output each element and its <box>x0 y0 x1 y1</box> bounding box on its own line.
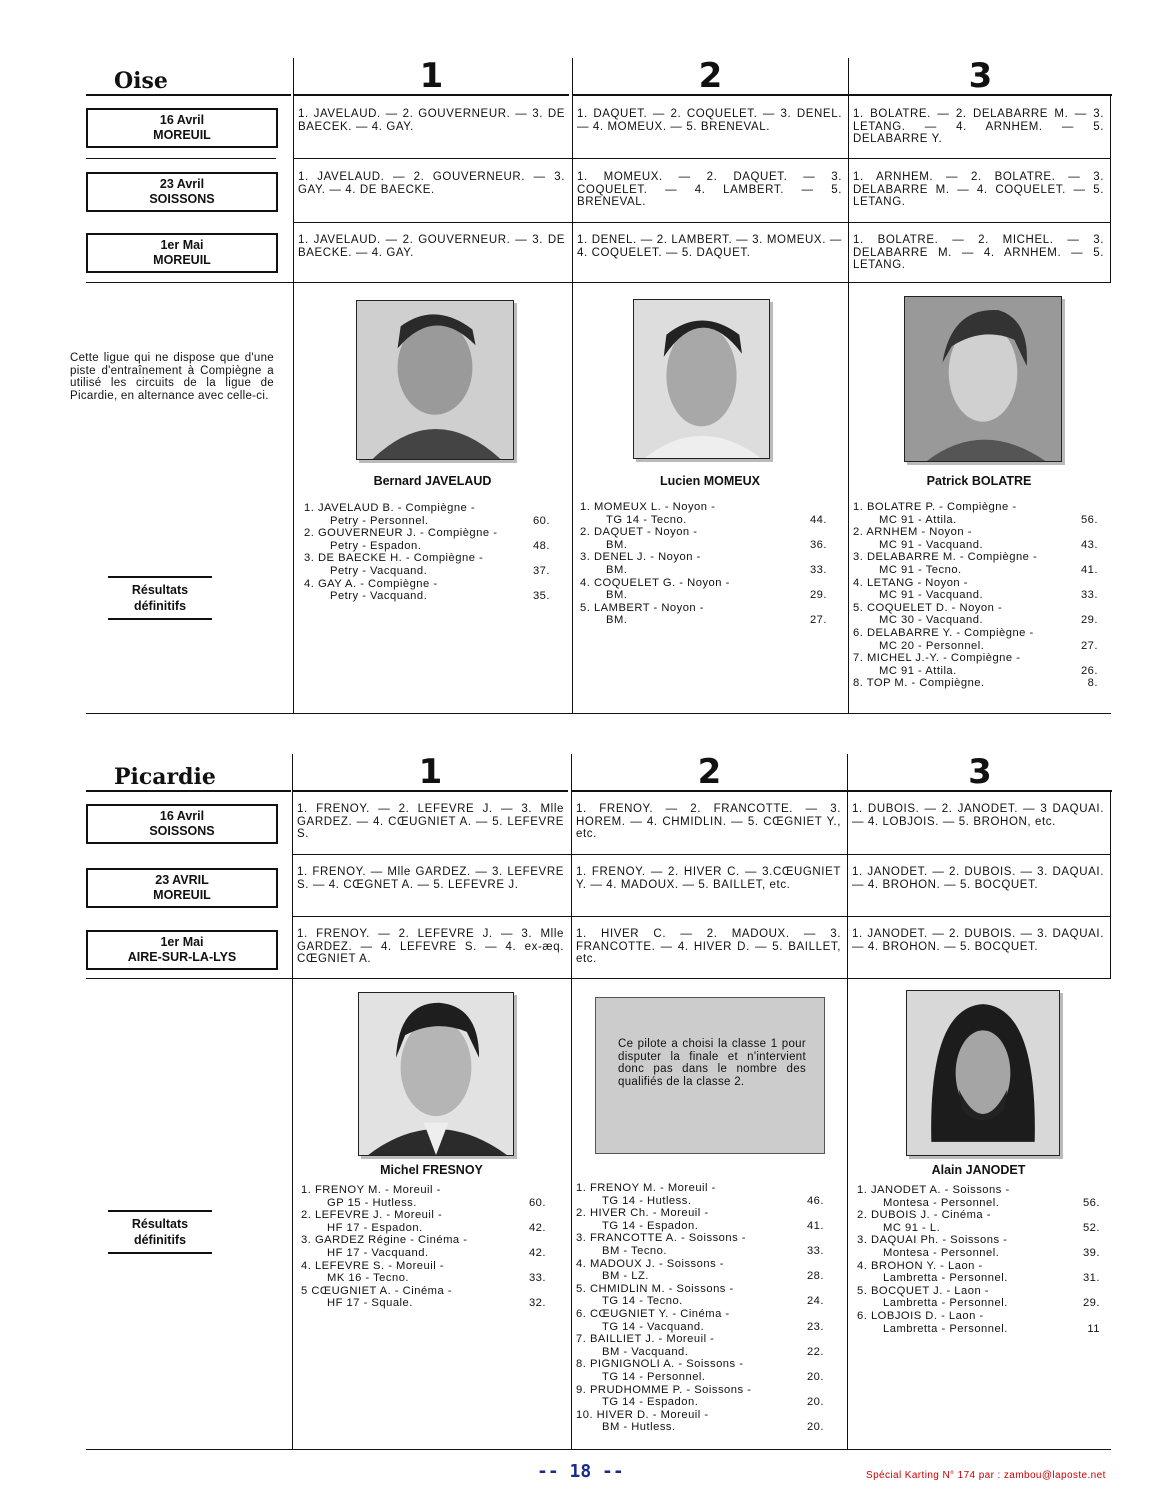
row-divider <box>292 854 1111 855</box>
column-divider <box>1110 96 1111 282</box>
result-entry: 6. DELABARRE Y. - Compiègne - MC 20 - Personnel. 27. <box>853 626 1098 652</box>
result-entry: 4. BROHON Y. - Laon - Lambretta - Personnel. 31. <box>857 1259 1100 1285</box>
result-entry: 3. DE BAECKE H. - Compiègne - Petry - Vacquand. 37. <box>304 552 550 577</box>
race-result-cell: 1. FRENOY. — 2. LEFEVRE J. — 3. Mlle GARDEZ. — 4. CŒUGNIET A. — 5. LEFEVRE S. <box>297 803 564 840</box>
column-divider <box>1110 792 1111 978</box>
result-entry: 1. JAVELAUD B. - Compiègne - Petry - Personnel. 60. <box>304 502 550 527</box>
result-entry: 1. BOLATRE P. - Compiègne - MC 91 - Attila. 56. <box>853 501 1098 526</box>
result-entry: 5. COQUELET D. - Noyon - MC 30 - Vacquand. 29. <box>853 601 1098 627</box>
result-entry: 2. LEFEVRE J. - Moreuil - HF 17 - Espadon. 42. <box>301 1209 546 1234</box>
results-list <box>576 1182 824 1434</box>
race-result-cell: 1. DUBOIS. — 2. JANODET. — 3 DAQUAI. — 4. LOBJOIS. — 5. BROHON, etc. <box>852 803 1104 828</box>
result-entry: 4. GAY A. - Compiègne - Petry - Vacquand. 35. <box>304 577 550 603</box>
result-entry: 1. FRENOY M. - Moreuil - TG 14 - Hutless. 46. <box>576 1182 824 1207</box>
result-entry: 2. DUBOIS J. - Cinéma - MC 91 - L. 52. <box>857 1209 1100 1234</box>
row-divider <box>86 978 1111 979</box>
portrait-photo <box>906 990 1060 1156</box>
result-entry: 2. HIVER Ch. - Moreuil - TG 14 - Espadon. 41. <box>576 1207 824 1232</box>
notice-text: Ce pilote a choisi la classe 1 pour disputer la finale et n'intervient donc pas dans le nombre des qualifiés de la classe 2. <box>618 1038 806 1088</box>
results-list <box>580 501 827 627</box>
result-entry: 1. MOMEUX L. - Noyon - TG 14 - Tecno. 44. <box>580 501 827 526</box>
race-result-cell: 1. FRENOY. — Mlle GARDEZ. — 3. LEFEVRE S. — 4. CŒGNET A. — 5. LEFEVRE J. <box>297 866 564 891</box>
race-result-cell: 1. JAVELAUD. — 2. GOUVERNEUR. — 3. DE BAECEK. — 4. GAY. <box>298 108 565 133</box>
race-result-cell: 1. BOLATRE. — 2. DELABARRE M. — 3. LETANG. — 4. ARNHEM. — 5. DELABARRE Y. <box>853 108 1104 145</box>
row-divider <box>86 282 1111 283</box>
result-entry: 4. LEFEVRE S. - Moreuil - MK 16 - Tecno. 33. <box>301 1259 546 1285</box>
result-entry: 9. PRUDHOMME P. - Soissons - TG 14 - Espadon. 20. <box>576 1383 824 1409</box>
row-divider <box>86 713 1111 714</box>
result-entry: 5. LAMBERT - Noyon - BM. 27. <box>580 601 827 627</box>
page-number: -- 18 -- <box>537 1461 624 1482</box>
picardie-section <box>86 754 1111 1450</box>
row-divider <box>86 158 276 159</box>
result-entry: 5 CŒUGNIET A. - Cinéma - HF 17 - Squale. 32. <box>301 1284 546 1310</box>
result-entry: 7. MICHEL J.-Y. - Compiègne - MC 91 - Attila. 26. <box>853 652 1098 677</box>
result-entry: 10. HIVER D. - Moreuil - BM - Hutless. 20. <box>576 1408 824 1434</box>
result-entry: 6. CŒUGNIET Y. - Cinéma - TG 14 - Vacquand. 23. <box>576 1307 824 1333</box>
result-entry: 3. DENEL J. - Noyon - BM. 33. <box>580 551 827 576</box>
race-box: 1er Mai AIRE-SUR-LA-LYS <box>86 930 278 970</box>
class-3-header: 3 <box>847 754 1112 792</box>
race-result-cell: 1. DENEL. — 2. LAMBERT. — 3. MOMEUX. — 4. COQUELET. — 5. DAQUET. <box>577 234 842 259</box>
result-entry: 8. TOP M. - Compiègne. 8. <box>853 677 1098 690</box>
results-list <box>853 501 1098 690</box>
column-divider <box>572 58 573 714</box>
column-divider <box>292 754 293 1450</box>
oise-section <box>70 56 1111 714</box>
league-title: Oise <box>86 58 291 96</box>
row-divider <box>293 158 1111 159</box>
race-result-cell: 1. JAVELAUD. — 2. GOUVERNEUR. — 3. GAY. — 4. DE BAECKE. <box>298 171 565 196</box>
portrait-photo <box>633 299 770 459</box>
class-3-header: 3 <box>848 58 1112 96</box>
results-list <box>857 1184 1100 1335</box>
column-divider <box>571 754 572 1450</box>
result-entry: 2. ARNHEM - Noyon - MC 91 - Vacquand. 43. <box>853 526 1098 551</box>
race-box: 16 Avril SOISSONS <box>86 804 278 844</box>
class-1-header: 1 <box>293 58 569 96</box>
result-entry: 2. DAQUET - Noyon - BM. 36. <box>580 526 827 551</box>
winner-name: Patrick BOLATRE <box>926 474 1032 488</box>
results-label: Résultats définitifs <box>108 1210 212 1254</box>
column-divider <box>847 754 848 1450</box>
results-list <box>304 502 550 603</box>
winner-name: Bernard JAVELAUD <box>373 474 492 488</box>
column-divider <box>848 58 849 714</box>
result-entry: 3. FRANCOTTE A. - Soissons - BM - Tecno. 33. <box>576 1232 824 1257</box>
result-entry: 4. MADOUX J. - Soissons - BM - LZ. 28. <box>576 1257 824 1283</box>
result-entry: 1. JANODET A. - Soissons - Montesa - Personnel. 56. <box>857 1184 1100 1209</box>
race-result-cell: 1. MOMEUX. — 2. DAQUET. — 3. COQUELET. — 4. LAMBERT. — 5. BRENEVAL. <box>577 171 842 208</box>
results-label: Résultats définitifs <box>108 576 212 620</box>
portrait-photo <box>904 296 1062 462</box>
league-title: Picardie <box>86 754 291 792</box>
row-divider <box>292 916 1111 917</box>
result-entry: 7. BAILLIET J. - Moreuil - BM - Vacquand. 22. <box>576 1333 824 1358</box>
column-divider <box>293 58 294 714</box>
race-result-cell: 1. ARNHEM. — 2. BOLATRE. — 3. DELABARRE M. — 4. COQUELET. — 5. LETANG. <box>853 171 1104 208</box>
race-box: 23 Avril SOISSONS <box>86 172 278 212</box>
result-entry: 8. PIGNIGNOLI A. - Soissons - TG 14 - Personnel. 20. <box>576 1358 824 1383</box>
row-divider <box>293 222 1111 223</box>
race-box: 23 AVRIL MOREUIL <box>86 868 278 908</box>
class-1-header: 1 <box>292 754 568 792</box>
class-2-header: 2 <box>571 754 847 792</box>
class-2-header: 2 <box>572 58 848 96</box>
row-divider <box>86 1449 1111 1450</box>
result-entry: 3. GARDEZ Régine - Cinéma - HF 17 - Vacquand. 42. <box>301 1234 546 1259</box>
race-result-cell: 1. HIVER C. — 2. MADOUX. — 3. FRANCOTTE. — 4. HIVER D. — 5. BAILLET, etc. <box>576 928 841 965</box>
notice-box <box>595 997 825 1154</box>
race-result-cell: 1. JANODET. — 2. DUBOIS. — 3. DAQUAI. — 4. BROHON. — 5. BOCQUET. <box>852 928 1104 953</box>
winner-name: Alain JANODET <box>931 1163 1026 1177</box>
race-result-cell: 1. FRENOY. — 2. FRANCOTTE. — 3. HOREM. — 4. CHMIDLIN. — 5. CŒGNIET Y., etc. <box>576 803 841 840</box>
results-list <box>301 1184 546 1310</box>
league-note: Cette ligue qui ne dispose que d'une piste d'entraînement à Compiègne a utilisé les circuits de la ligue de Picardie, en alternance avec celle-ci. <box>70 352 274 402</box>
result-entry: 5. BOCQUET J. - Laon - Lambretta - Personnel. 29. <box>857 1284 1100 1310</box>
result-entry: 3. DAQUAI Ph. - Soissons - Montesa - Personnel. 39. <box>857 1234 1100 1259</box>
race-result-cell: 1. JAVELAUD. — 2. GOUVERNEUR. — 3. DE BAECKE. — 4. GAY. <box>298 234 565 259</box>
winner-name: Michel FRESNOY <box>380 1163 483 1177</box>
result-entry: 2. GOUVERNEUR J. - Compiègne - Petry - Espadon. 48. <box>304 527 550 552</box>
result-entry: 3. DELABARRE M. - Compiègne - MC 91 - Tecno. 41. <box>853 551 1098 576</box>
race-result-cell: 1. FRENOY. — 2. HIVER C. — 3.CŒUGNIET Y. — 4. MADOUX. — 5. BAILLET, etc. <box>576 866 841 891</box>
race-box: 16 Avril MOREUIL <box>86 108 278 148</box>
result-entry: 5. CHMIDLIN M. - Soissons - TG 14 - Tecno. 24. <box>576 1282 824 1308</box>
result-entry: 4. LETANG - Noyon - MC 91 - Vacquand. 33. <box>853 576 1098 602</box>
race-result-cell: 1. DAQUET. — 2. COQUELET. — 3. DENEL. — 4. MOMEUX. — 5. BRENEVAL. <box>577 108 842 133</box>
credit-line: Spécial Karting N° 174 par : zambou@laposte.net <box>866 1470 1106 1481</box>
race-box: 1er Mai MOREUIL <box>86 233 278 273</box>
portrait-photo <box>356 300 514 460</box>
result-entry: 6. LOBJOIS D. - Laon - Lambretta - Personnel. 11 <box>857 1309 1100 1335</box>
result-entry: 1. FRENOY M. - Moreuil - GP 15 - Hutless. 60. <box>301 1184 546 1209</box>
result-entry: 4. COQUELET G. - Noyon - BM. 29. <box>580 576 827 602</box>
race-result-cell: 1. JANODET. — 2. DUBOIS. — 3. DAQUAI. — 4. BROHON. — 5. BOCQUET. <box>852 866 1104 891</box>
portrait-photo <box>358 992 514 1156</box>
race-result-cell: 1. BOLATRE. — 2. MICHEL. — 3. DELABARRE M. — 4. ARNHEM. — 5. LETANG. <box>853 234 1104 271</box>
winner-name: Lucien MOMEUX <box>659 474 760 488</box>
race-result-cell: 1. FRENOY. — 2. LEFEVRE J. — 3. Mlle GARDEZ. — 4. LEFEVRE S. — 4. ex-æq. CŒGNIET A. <box>297 928 564 965</box>
